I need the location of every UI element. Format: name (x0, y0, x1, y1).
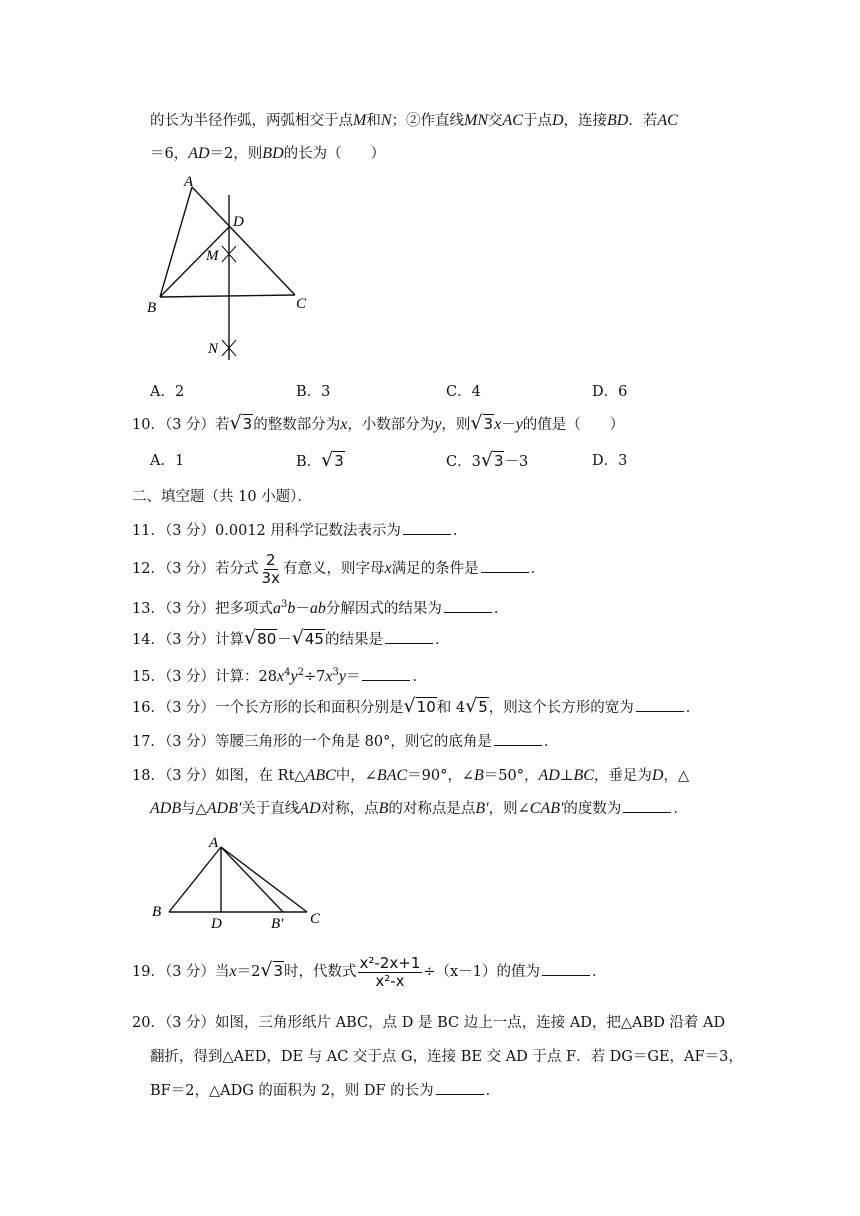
q19-text: ． (591, 964, 607, 980)
exponent: 3 (332, 667, 339, 678)
q15-text: ＝ (345, 668, 361, 685)
q20-line-1 (132, 1012, 725, 1034)
q9-label-D: D (233, 214, 244, 230)
q16-text: ． (685, 700, 701, 716)
q9-line-1 (150, 110, 678, 132)
q14-text: － (277, 632, 292, 648)
q16-line (132, 696, 700, 719)
q9-var: D (551, 112, 564, 129)
q10-var: y (434, 416, 442, 433)
answer-blank (385, 629, 433, 644)
q10-option-d: D．3 (592, 453, 628, 469)
option-text: －3 (504, 454, 529, 470)
q9-var: AC (502, 112, 523, 129)
q18-text: 的对称点是点 (388, 801, 476, 817)
question-number: 14． (132, 632, 165, 648)
option-label: C．3 (446, 454, 481, 470)
option-label: B． (296, 454, 322, 470)
q18-text: ＝50°， (483, 768, 539, 784)
q20-text: BF＝2，△ADG 的面积为 2，则 DF 的长为 (150, 1083, 434, 1099)
q10-text: ，小数部分为 (347, 417, 435, 433)
answer-blank (623, 798, 671, 813)
question-number: 12． (132, 561, 165, 577)
sqrt-symbol: √ 5 (465, 695, 488, 717)
q9-var: MN (464, 112, 488, 129)
q9-var: AD (188, 145, 210, 162)
q9-label-B: B (147, 300, 157, 316)
q14-text: （3 分）计算 (164, 632, 245, 648)
q15-text: （3 分）计算：28 (164, 668, 277, 685)
q19-text: 时，代数式 (284, 964, 357, 980)
q18-text: 关于直线 (241, 801, 300, 817)
q20-text: 翻折，得到△AED，DE 与 AC 交于点 G，连接 BE 交 AD 于点 F．若 DG＝GE，AF＝3， (150, 1049, 743, 1065)
answer-blank (636, 697, 684, 712)
q18-var: ADB (150, 800, 182, 817)
q10-text: 的值是（ ） (522, 417, 625, 433)
q18-var: ABC (305, 767, 336, 784)
q18-var: B' (475, 800, 489, 817)
q20-line-2 (150, 1046, 743, 1068)
q19-var: x (229, 963, 237, 980)
answer-blank (494, 731, 542, 746)
answer-blank (436, 1080, 484, 1095)
q9-text: ；②作直线 (391, 113, 464, 129)
q9-var: AC (657, 112, 678, 129)
q18-text: 的度数为 (563, 801, 622, 817)
q18-var: BC (573, 767, 594, 784)
q19-text: ÷（x－1）的值为 (423, 964, 540, 980)
q13-text: （3 分）把多项式 (164, 600, 274, 617)
question-number: 16． (132, 700, 165, 716)
q18-line-1 (132, 765, 689, 787)
exponent: 2 (297, 667, 304, 678)
q12-line (132, 550, 545, 588)
q9-label-M: M (206, 248, 219, 264)
q18-text: ⊥ (559, 768, 574, 784)
q9-var: N (380, 112, 392, 129)
exponent: 3 (281, 599, 288, 610)
q10-option-c (446, 450, 528, 473)
q9-label-A: A (184, 174, 194, 190)
q14-line (132, 628, 449, 651)
q13-text: 分解因式的结果为 (325, 600, 442, 617)
question-number: 20． (132, 1015, 165, 1031)
sqrt-symbol: √ 80 (244, 627, 277, 649)
q10-text: － (501, 417, 516, 433)
q9-var: M (353, 112, 367, 129)
answer-blank (481, 558, 529, 573)
q18-text: ，则∠ (488, 801, 530, 817)
fraction: $\frac{2}{3x}$ (261, 550, 280, 587)
answer-blank (444, 598, 492, 613)
q16-text: （3 分）一个长方形的长和面积分别是 (164, 700, 404, 716)
q15-var: x (277, 667, 285, 685)
question-number: 13． (132, 600, 165, 617)
q10-text: 的整数部分为 (253, 417, 341, 433)
q15-var: y (338, 667, 346, 685)
q18-line-AC (221, 847, 307, 912)
q18-line-AB (169, 847, 221, 912)
q9-text: 于点 (522, 113, 552, 129)
q17-text: ． (543, 734, 559, 750)
q9-text: 的长为半径作弧，两弧相交于点 (150, 113, 353, 129)
q14-text: 的结果是 (324, 632, 383, 648)
q9-text: 和 (366, 113, 381, 129)
q9-text: ＝6， (150, 146, 189, 162)
question-number: 18． (132, 768, 165, 784)
q18-text: 对称，点 (320, 801, 379, 817)
sqrt-symbol: √ 10 (403, 695, 436, 717)
q18-var: AD (538, 767, 560, 784)
q17-line (132, 731, 558, 753)
q18-label-D: D (211, 916, 222, 932)
q20-text: ． (485, 1083, 501, 1099)
q12-text: 满足的条件是 (391, 561, 479, 577)
q18-label-B: B (152, 904, 162, 920)
q9-text: ，连接 (563, 113, 608, 129)
question-number: 10． (132, 417, 165, 433)
q16-text: ，则这个长方形的宽为 (488, 700, 634, 716)
q13-text: － (295, 600, 310, 617)
q9-text: 的长为（ ） (283, 146, 386, 162)
q15-var: y (290, 667, 298, 685)
sqrt-symbol: √ 45 (291, 627, 324, 649)
q18-var: D (651, 767, 664, 784)
q9-line-2 (150, 143, 385, 165)
q18-label-Bp: B′ (271, 916, 284, 932)
q18-text: ，△ (663, 768, 690, 784)
answer-blank (542, 961, 590, 976)
q14-text: ． (434, 632, 450, 648)
q19-line (132, 952, 606, 992)
q18-text: 与△ (181, 801, 207, 817)
q10-text: （3 分）若 (164, 417, 230, 433)
q11-text: ． (452, 523, 468, 539)
sqrt-symbol: √ 3 (260, 959, 284, 981)
q18-var: CAB' (529, 800, 564, 817)
q20-text: （3 分）如图，三角形纸片 ABC，点 D 是 BC 边上一点，连接 AD，把△ABD 沿着 AD (164, 1015, 726, 1031)
q18-var: AD (299, 800, 321, 817)
q18-label-C: C (310, 911, 321, 927)
q18-line-ABp (221, 847, 283, 912)
q18-var: B (378, 800, 389, 817)
q13-line (132, 594, 508, 620)
q19-text: ＝2 (236, 964, 261, 980)
q18-var: ADB' (206, 800, 242, 817)
q9-text: ＝2，则 (209, 146, 263, 162)
answer-blank (362, 666, 410, 681)
q9-option-b: B．3 (296, 384, 331, 400)
q10-line (132, 413, 624, 436)
q9-label-C: C (296, 296, 307, 312)
q9-line-BC (160, 295, 295, 297)
q11-line (132, 520, 467, 542)
q10-var: x (340, 416, 348, 433)
exponent: 4 (284, 667, 291, 678)
question-number: 15． (132, 668, 165, 685)
q10-option-a: A．1 (150, 453, 185, 469)
q18-line-2 (150, 798, 688, 820)
q18-text: （3 分）如图，在 Rt△ (164, 768, 306, 784)
answer-blank (403, 520, 451, 535)
sqrt-symbol: √ 3 (321, 449, 344, 471)
q20-line-3 (150, 1080, 500, 1102)
q19-text: （3 分）当 (164, 964, 230, 980)
q15-text: ÷7 (303, 668, 326, 685)
q9-label-N: N (208, 341, 219, 357)
q13-var: a (273, 599, 282, 617)
q18-text: ＝90°，∠ (407, 768, 474, 784)
q11-text: （3 分）0.0012 用科学记数法表示为 (164, 523, 401, 539)
sqrt-symbol: √ 3 (229, 412, 253, 434)
section-title: 二、填空题（共 10 小题）． (132, 489, 312, 505)
q12-text: 有意义，则字母 (282, 561, 385, 577)
q9-var: BD (607, 112, 629, 129)
q10-var: x (494, 416, 502, 433)
q13-var: ab (309, 599, 326, 617)
question-number: 19． (132, 964, 165, 980)
q15-text: ． (412, 668, 427, 685)
question-number: 17． (132, 734, 165, 750)
q9-option-c: C．4 (446, 384, 481, 400)
sqrt-symbol: √ 3 (480, 449, 504, 471)
q16-text: 和 4 (436, 700, 466, 716)
q9-var: BD (262, 145, 284, 162)
q15-line (132, 662, 427, 688)
q12-text: （3 分）若分式 (164, 561, 259, 577)
q18-label-A: A (209, 835, 219, 851)
q18-text: ，垂足为 (593, 768, 652, 784)
q13-var: b (287, 599, 296, 617)
q12-text: ． (530, 561, 546, 577)
q10-text: ，则 (441, 417, 471, 433)
q15-var: x (325, 667, 333, 685)
q18-var: BAC (376, 767, 408, 784)
q10-var: y (515, 416, 523, 433)
q9-line-AC (192, 187, 295, 295)
q9-option-a: A．2 (150, 384, 185, 400)
q9-text: 交 (488, 113, 503, 129)
fraction: $\frac{\text{x²-2x+1}}{\text{x²-x}}$ (359, 953, 421, 990)
q9-text: ．若 (628, 113, 658, 129)
q9-figure (140, 170, 310, 370)
q18-text: 中，∠ (335, 768, 377, 784)
q17-text: （3 分）等腰三角形的一个角是 80°，则它的底角是 (164, 734, 492, 750)
q12-var: x (384, 560, 392, 577)
q13-text: ． (493, 600, 509, 617)
sqrt-symbol: √ 3 (470, 412, 494, 434)
q18-var: B (474, 767, 484, 784)
q9-option-d: D．6 (592, 384, 628, 400)
question-number: 11． (132, 523, 165, 539)
q10-option-b (296, 450, 345, 473)
q18-figure (145, 832, 335, 932)
q18-text: ． (673, 801, 688, 817)
